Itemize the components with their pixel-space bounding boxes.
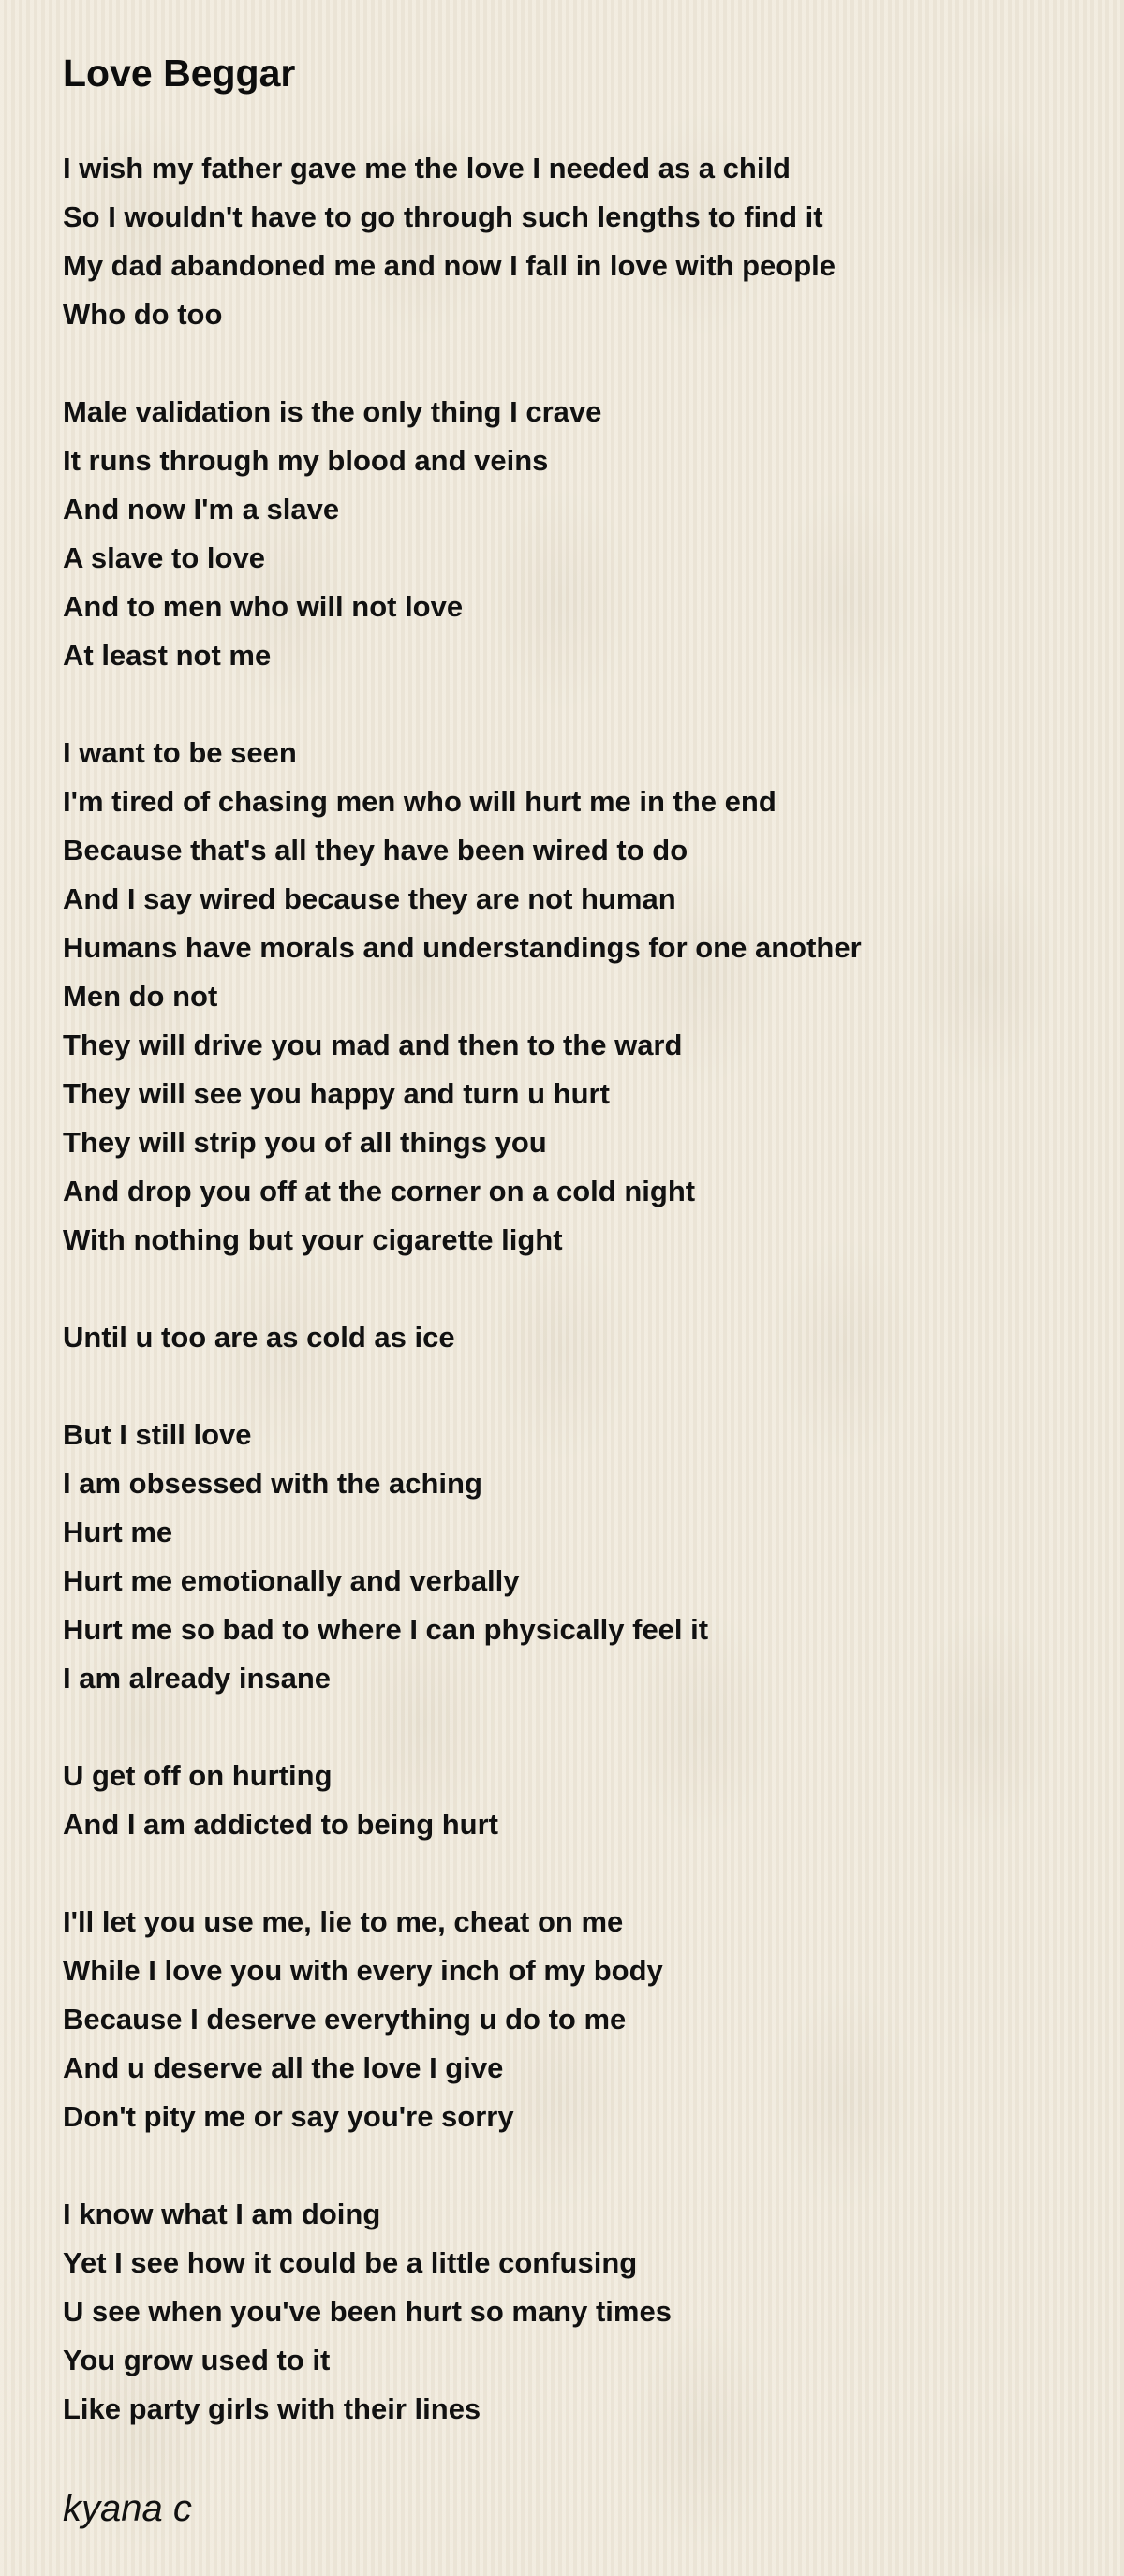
stanza (63, 2190, 1074, 2434)
poem-line: I am already insane (63, 1662, 332, 1695)
poem-line: Humans have morals and understandings for one another (63, 931, 862, 964)
poem-line: Male validation is the only thing I crave (63, 395, 602, 428)
poem-line: They will strip you of all things you (63, 1126, 547, 1159)
poem-line: And I am addicted to being hurt (63, 1808, 498, 1841)
poem-line: Hurt me emotionally and verbally (63, 1564, 520, 1597)
stanza (63, 1411, 1074, 1703)
poem-line: I am obsessed with the aching (63, 1467, 482, 1500)
poem-line: Until u too are as cold as ice (63, 1321, 455, 1354)
poem-line: I know what I am doing (63, 2198, 381, 2230)
poem-line: Don't pity me or say you're sorry (63, 2100, 514, 2133)
poem-line: A slave to love (63, 541, 265, 574)
poem-line: It runs through my blood and veins (63, 444, 549, 477)
poem-line: With nothing but your cigarette light (63, 1223, 563, 1256)
poem-line: And I say wired because they are not human (63, 882, 676, 915)
poem-body (63, 144, 1074, 2434)
poem-line: Who do too (63, 298, 223, 331)
stanza (63, 144, 1074, 339)
poem-line: And drop you off at the corner on a cold night (63, 1175, 696, 1207)
poem-line: You grow used to it (63, 2344, 331, 2376)
poem-line: They will drive you mad and then to the ward (63, 1029, 683, 1061)
stanza (63, 729, 1074, 1265)
poem-line: And u deserve all the love I give (63, 2051, 504, 2084)
poem-line: I want to be seen (63, 736, 297, 769)
poem-line: Like party girls with their lines (63, 2392, 481, 2425)
poem-line: I wish my father gave me the love I needed as a child (63, 152, 791, 185)
poem-line: I'll let you use me, lie to me, cheat on me (63, 1905, 624, 1938)
poem-author[interactable]: kyana c (63, 2488, 192, 2529)
poem-line: My dad abandoned me and now I fall in love with people (63, 249, 836, 282)
poem-page (63, 45, 1074, 2535)
stanza (63, 388, 1074, 680)
poem-line: Hurt me so bad to where I can physically feel it (63, 1613, 709, 1646)
poem-line: Because that's all they have been wired to do (63, 834, 688, 866)
poem-line: They will see you happy and turn u hurt (63, 1077, 610, 1110)
poem-line: Hurt me (63, 1516, 173, 1548)
stanza (63, 1898, 1074, 2141)
poem-title: Love Beggar (63, 52, 296, 95)
stanza (63, 1752, 1074, 1849)
poem-line: And now I'm a slave (63, 493, 340, 526)
poem-line: U see when you've been hurt so many times (63, 2295, 672, 2328)
poem-line: U get off on hurting (63, 1759, 333, 1792)
poem-line: While I love you with every inch of my body (63, 1954, 663, 1987)
poem-line: Men do not (63, 980, 218, 1013)
stanza (63, 1313, 1074, 1362)
poem-line: But I still love (63, 1418, 252, 1451)
poem-line: At least not me (63, 639, 272, 672)
poem-line: And to men who will not love (63, 590, 464, 623)
poem-line: I'm tired of chasing men who will hurt me in the end (63, 785, 776, 818)
poem-line: Yet I see how it could be a little confusing (63, 2246, 638, 2279)
poem-line: So I wouldn't have to go through such lengths to find it (63, 200, 823, 233)
poem-line: Because I deserve everything u do to me (63, 2003, 627, 2036)
